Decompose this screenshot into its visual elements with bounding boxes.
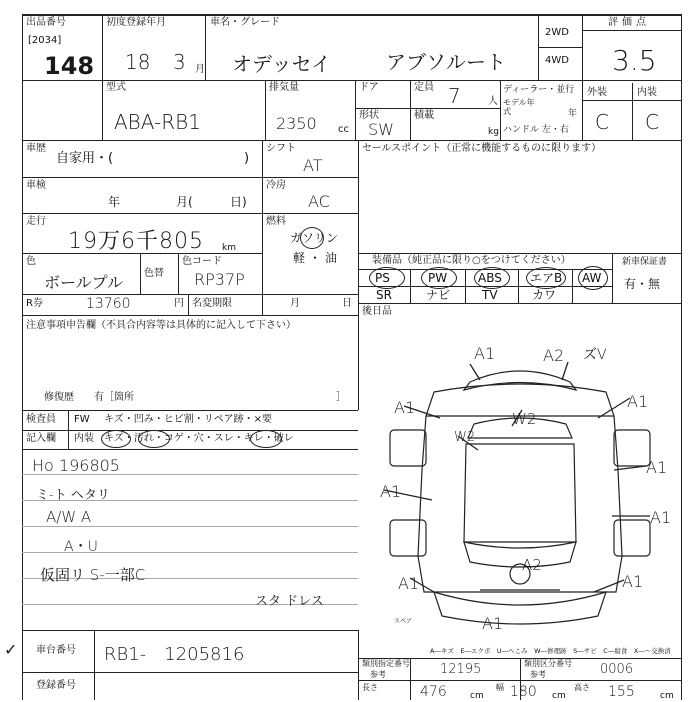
- fuel-gasoline: ガソリン: [290, 231, 339, 245]
- meigi-month: 月: [290, 298, 300, 309]
- model: ABA-RB1: [114, 110, 201, 134]
- mark-a1-bottom-right: A1: [622, 572, 644, 591]
- equip-airbag: エアB: [530, 271, 563, 285]
- chassis-value: RB1- 1205816: [104, 644, 245, 665]
- score-label: 評価点: [608, 17, 650, 28]
- line-v: [102, 14, 103, 140]
- car-name: オデッセイ: [232, 52, 331, 76]
- mark-w2-roof: W2: [512, 410, 537, 428]
- mark-zuvi: ズV: [583, 347, 607, 363]
- load-label: 積載: [414, 110, 434, 121]
- airbag-circle: [526, 267, 566, 289]
- use-close: ): [244, 151, 250, 166]
- frame-top: [22, 14, 682, 16]
- line-v: [178, 253, 179, 294]
- equip-ps: PS: [375, 271, 390, 285]
- lot-code: [2034]: [28, 35, 62, 46]
- color-code-label: 色コード: [182, 256, 222, 267]
- mark-a2-bottom: A2: [522, 556, 542, 574]
- mark-a1-right-mid: A1: [646, 458, 668, 477]
- line-v: [410, 80, 411, 140]
- repair-close: ］: [336, 392, 346, 403]
- car-name-label: 車名・グレード: [210, 17, 280, 28]
- fuel-diesel: 軽・油: [293, 251, 342, 265]
- equip-navi: ナビ: [426, 288, 451, 302]
- abs-circle: [474, 267, 510, 289]
- inspector-fw: FW: [74, 414, 90, 425]
- line-h: [22, 526, 358, 527]
- line-v: [572, 269, 573, 303]
- inspector-entry-label: 記入欄: [26, 433, 56, 444]
- first-reg-year: 18: [125, 50, 151, 74]
- line-h: [22, 177, 358, 178]
- aircon-value: AC: [308, 192, 330, 211]
- equip-abs: ABS: [478, 271, 502, 285]
- shape-label: 形状: [359, 110, 379, 121]
- shape: SW: [368, 120, 394, 139]
- line-v: [265, 80, 266, 140]
- meigi-day: 日: [342, 298, 352, 309]
- color-change-label: 色替: [144, 268, 164, 279]
- drive-4wd: 4WD: [545, 55, 569, 66]
- line-h: [358, 303, 682, 304]
- lot-label: 出品番号: [26, 17, 66, 28]
- check-mark: ✓: [4, 640, 18, 659]
- line-v: [632, 83, 633, 140]
- line-h: [22, 213, 358, 214]
- mileage-label: 走行: [26, 216, 46, 227]
- line-h: [22, 140, 682, 141]
- spec-ref-label: 参考: [370, 670, 386, 679]
- line-v: [410, 269, 411, 303]
- line-h: [22, 672, 358, 673]
- line-h: [538, 47, 582, 48]
- line-v: [262, 140, 263, 315]
- height: 155: [608, 684, 635, 700]
- mileage-unit: km: [222, 243, 236, 253]
- kg-unit: kg: [488, 127, 499, 137]
- mark-a1-right-upper: A1: [627, 392, 649, 411]
- fuel-label: 燃料: [266, 216, 286, 227]
- line-h: [22, 294, 358, 295]
- line-h: [22, 80, 682, 81]
- remark-3: A/W A: [46, 508, 92, 526]
- shaken-day: 日): [230, 195, 247, 209]
- line-v: [465, 269, 466, 303]
- meigi-label: 名変期限: [192, 298, 232, 309]
- shift-label: シフト: [266, 143, 296, 154]
- capacity-label: 定員: [414, 82, 434, 93]
- remark-1: Ho 196805: [32, 456, 120, 475]
- line-v: [518, 269, 519, 303]
- use-value: 自家用・(: [56, 151, 114, 166]
- aw-circle: [578, 266, 608, 290]
- recycle-amount: 13760: [86, 296, 131, 312]
- aircon-label: 冷房: [266, 180, 286, 191]
- warranty-label: 新車保証書: [622, 257, 668, 267]
- line-h: [22, 315, 358, 316]
- damage-legend: A―キズ E―エクボ U―へこみ W―修理跡 S―サビ C―腐食 X―〜交換済: [430, 647, 671, 655]
- line-h: [358, 253, 682, 254]
- line-h: [582, 30, 682, 31]
- spec-no-label: 類別指定番号: [362, 659, 410, 668]
- first-reg-label: 初度登録年月: [106, 17, 166, 28]
- mark-a1-bottom-left: A1: [398, 574, 420, 593]
- chassis-label: 車台番号: [36, 645, 76, 656]
- line-v: [355, 80, 356, 140]
- length-unit: cm: [470, 691, 484, 701]
- cat-no: 0006: [600, 662, 634, 677]
- frame-left: [22, 14, 23, 700]
- capacity: 7: [448, 84, 461, 108]
- equip-tv: TV: [482, 288, 498, 302]
- line-v: [582, 14, 583, 140]
- line-v: [358, 140, 359, 410]
- remark-5: 仮固リ S-一部C: [40, 566, 146, 584]
- exterior-grade: C: [595, 110, 609, 134]
- gasoline-circle: [300, 227, 324, 249]
- lot-number: 148: [44, 52, 95, 80]
- dirt-circle: [138, 430, 170, 448]
- dealer-label: ディーラー・並行: [503, 85, 575, 95]
- line-v: [94, 630, 95, 700]
- color-label: 色: [26, 256, 36, 267]
- mark-a1-top-left: A1: [474, 344, 496, 363]
- line-h: [355, 108, 500, 109]
- mark-a1-bottom: A1: [482, 614, 504, 633]
- interior-label: 内装: [637, 87, 657, 98]
- spare-label: スペア: [394, 618, 413, 625]
- color-code: RP37P: [194, 270, 245, 289]
- line-h: [582, 100, 682, 101]
- width-unit: cm: [552, 691, 566, 701]
- cc-unit: cc: [338, 124, 349, 135]
- line-v: [140, 253, 141, 294]
- displacement-label: 排気量: [269, 82, 299, 93]
- shaken-month: 月(: [176, 195, 193, 209]
- cat-no-label: 類別区分番号: [524, 659, 572, 668]
- mark-w2-left: W2: [454, 430, 476, 445]
- inspector-interior: 内装: [74, 433, 94, 444]
- model-label: 型式: [106, 82, 126, 93]
- interior-grade: C: [645, 110, 659, 134]
- inspector-line2: キズ・汚れ・コゲ・穴・スレ・キレ・破レ: [104, 433, 294, 444]
- scratch-circle: [101, 430, 131, 448]
- width-label: 幅: [496, 683, 504, 692]
- inspector-label: 検査員: [26, 414, 56, 425]
- score: 3.5: [612, 44, 657, 77]
- shaken-label: 車検: [26, 180, 46, 191]
- equip-aw: AW: [582, 271, 602, 285]
- remark-6: スタ ドレス: [255, 594, 324, 609]
- frame-right: [681, 14, 682, 700]
- model-year-label: モデル年式: [503, 98, 535, 116]
- mark-a1-left-upper: A1: [394, 398, 416, 417]
- shift-value: AT: [303, 156, 323, 175]
- wear-circle: [250, 430, 282, 448]
- use-label: 車歴: [26, 143, 46, 154]
- recycle-label: R券: [26, 298, 43, 309]
- line-v: [612, 253, 613, 303]
- exterior-label: 外装: [587, 87, 607, 98]
- sales-points-label: セールスポイント（正常に機能するものに限ります）: [362, 143, 602, 154]
- remark-4: A・U: [64, 539, 98, 555]
- mark-a1-left-mid: A1: [380, 482, 402, 501]
- ps-circle: [369, 267, 405, 289]
- line-v: [500, 80, 501, 140]
- mark-a1-right-low: A1: [650, 508, 672, 527]
- width: 180: [510, 684, 537, 700]
- grade: アブソルート: [386, 50, 506, 74]
- person-unit: 人: [488, 96, 498, 107]
- line-v: [188, 294, 189, 315]
- length: 476: [420, 684, 447, 700]
- remark-2: ミ-ト ヘタリ: [36, 488, 110, 503]
- equip-pw: PW: [428, 271, 448, 285]
- line-h: [22, 449, 358, 450]
- displacement: 2350: [276, 114, 317, 133]
- line-h: [22, 410, 358, 411]
- equipment-label: 装備品（純正品に限り○をつけてください）: [372, 255, 571, 266]
- handle-label: ハンドル 左・右: [503, 125, 569, 135]
- height-unit: cm: [660, 691, 674, 701]
- repair-label: 修復歴 有［箇所: [44, 392, 134, 403]
- height-label: 高さ: [574, 683, 590, 692]
- spec-no: 12195: [440, 662, 482, 677]
- line-v: [410, 658, 411, 700]
- equip-leather: カワ: [532, 288, 557, 302]
- color-value: ボールプル: [44, 273, 124, 292]
- mileage-value: 19万6千805: [68, 229, 204, 254]
- year-unit: 年: [568, 109, 578, 119]
- line-h: [22, 430, 358, 431]
- mark-a2-top: A2: [543, 346, 565, 365]
- notes-label: 注意事項申告欄（不具合内容等は具体的に記入して下さい）: [26, 320, 296, 331]
- shaken-year: 年: [108, 195, 121, 209]
- first-reg-month: 3: [173, 50, 186, 74]
- month-unit: 月: [195, 64, 205, 75]
- line-h: [22, 630, 358, 631]
- length-label: 長さ: [362, 683, 378, 692]
- warranty-value: 有・無: [624, 277, 661, 291]
- line-v: [358, 630, 359, 700]
- line-v: [205, 14, 206, 80]
- postfit-label: 後日品: [362, 306, 392, 317]
- inspector-line1: キズ・凹み・ヒビ割・リペア跡・×要: [104, 414, 272, 425]
- line-v: [68, 410, 69, 449]
- door-label: ドア: [359, 82, 379, 93]
- pw-circle: [421, 267, 457, 289]
- drive-2wd: 2WD: [545, 27, 569, 38]
- cat-ref-label: 参考: [530, 670, 546, 679]
- registration-label: 登録番号: [36, 680, 76, 691]
- recycle-yen: 円: [174, 298, 184, 309]
- equip-sr: SR: [376, 288, 392, 302]
